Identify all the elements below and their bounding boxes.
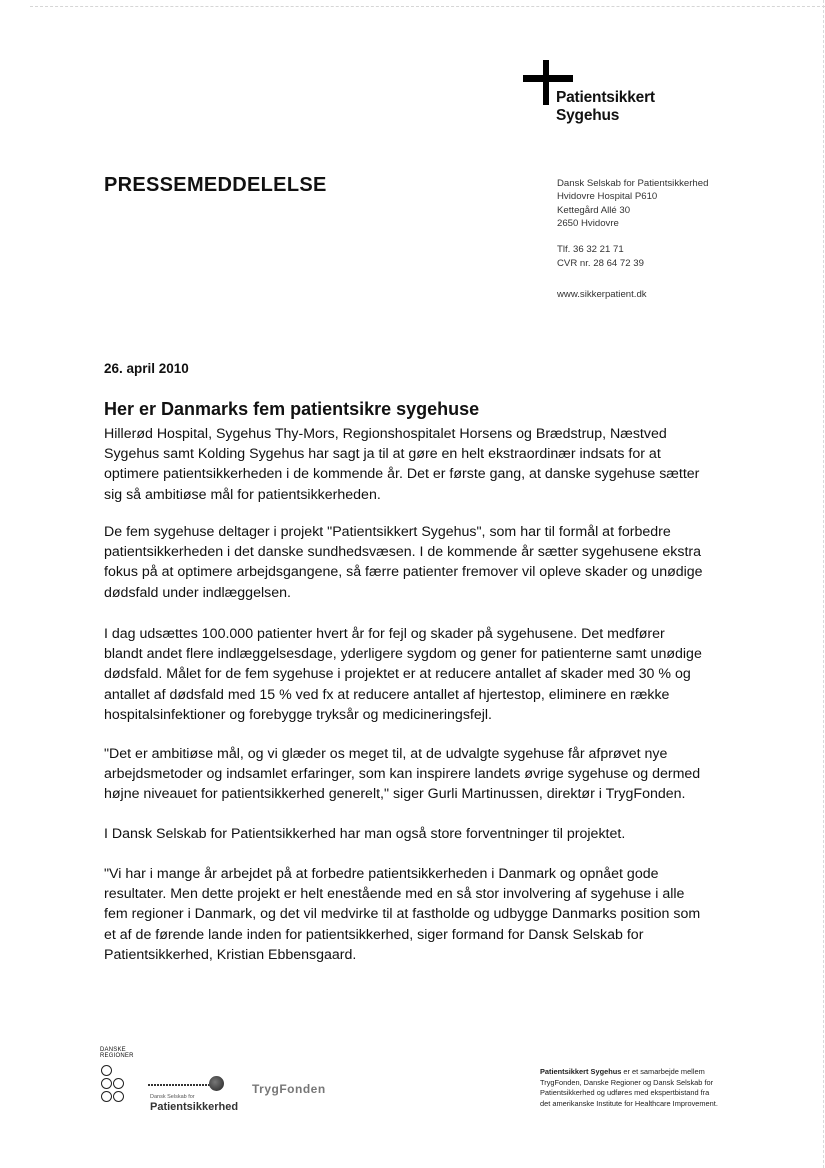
- trygfonden-logo: TrygFonden: [252, 1082, 326, 1096]
- paragraph: [104, 744, 701, 805]
- text-line: arbejdsmetoder og indsamlet erfaringer, som kan inspirere landets øvrige sygehuse og dermed: [104, 766, 701, 783]
- text-line: Patientsikkerhed, Kristian Ebbensgaard.: [104, 946, 357, 963]
- text-line: optimere patientsikkerheden i de kommende år. Det er første gang, at danske sygehuse sætter: [104, 466, 700, 483]
- circle-icon: [101, 1091, 112, 1102]
- page-top-border: [30, 6, 825, 7]
- footer-note-line: [540, 1067, 718, 1078]
- circle-icon: [113, 1091, 124, 1102]
- danske-regioner-label-1: DANSKE: [100, 1047, 126, 1053]
- footer-note-line: TrygFonden, Danske Regioner og Dansk Selskab for: [540, 1077, 714, 1087]
- text-line: fem regioner i Danmark, og det vil medvirke til at fastholde og udbygge Danmarks position som: [104, 906, 701, 923]
- article-title: Her er Danmarks fem patientsikre sygehuse: [104, 399, 480, 419]
- text-line: patientsikkerheden i det danske sundhedsvæsen. I de kommende år sætter sygehusene ekstra: [104, 544, 702, 561]
- footer-note-text: er et samarbejde mellem: [621, 1067, 705, 1076]
- address-line: Kettegård Allé 30: [557, 204, 631, 216]
- contact-numbers: [557, 243, 644, 270]
- text-line: De fem sygehuse deltager i projekt "Patientsikkert Sygehus", som har til formål at forbedre: [104, 524, 671, 540]
- document-heading: PRESSEMEDDELELSE: [104, 174, 327, 196]
- text-line: dødsfald under indlæggelsen.: [104, 584, 291, 601]
- footer-note-bold: Patientsikkert Sygehus: [540, 1067, 622, 1076]
- text-line: "Vi har i mange år arbejdet på at forbedre patientsikkerheden i Danmark og opnået gode: [104, 866, 659, 882]
- text-line: dødsfald. Målet for de fem sygehuse i projektet er at reducere antallet af skader med 30 % og: [104, 666, 691, 683]
- address-line: Dansk Selskab for Patientsikkerhed: [557, 178, 709, 189]
- text-line: højne niveauet for patientsikkerhed generelt," siger Gurli Martinussen, direktør i TrygFonden.: [104, 786, 686, 803]
- text-line: resultater. Men dette projekt er helt enestående med en så stor involvering af sygehuse i alle: [104, 886, 685, 903]
- text-line: et af de førende lande inden for patientsikkerhed, siger formand for Dansk Selskab for: [104, 926, 644, 943]
- paragraph: [104, 624, 702, 725]
- circle-icon: [101, 1065, 112, 1076]
- text-line: Sygehus samt Kolding Sygehus har sagt ja til at gøre en helt ekstraordinær indsats for at: [104, 446, 661, 463]
- cross-icon-bar: [523, 75, 573, 82]
- cross-icon: [543, 60, 549, 105]
- text-line: I Dansk Selskab for Patientsikkerhed har man også store forventninger til projektet.: [104, 826, 626, 842]
- text-line: I dag udsættes 100.000 patienter hvert år for fejl og skader på sygehusene. Det medfører: [104, 626, 665, 642]
- circle-icon: [101, 1078, 112, 1089]
- paragraph: [104, 424, 700, 505]
- text-line: sig så ambitiøse mål for patientsikkerheden.: [104, 486, 381, 503]
- footer-note-line: det amerikanske Institute for Healthcare Improvement.: [540, 1098, 718, 1108]
- paragraph: [104, 824, 694, 844]
- website-link: www.sikkerpatient.dk: [557, 289, 647, 300]
- logo-text-line2: Sygehus: [556, 107, 620, 124]
- text-line: antallet af dødsfald med 15 % ved fx at reducere antallet af hjertestop, eliminere en række: [104, 686, 670, 703]
- sender-address: [557, 177, 708, 230]
- logo-text-line1: Patientsikkert: [556, 89, 655, 106]
- danske-regioner-label-2: REGIONER: [100, 1053, 134, 1059]
- press-date: 26. april 2010: [104, 361, 189, 376]
- paragraph: [104, 522, 703, 603]
- footer-note: [540, 1067, 718, 1109]
- patientsikkert-sygehus-logo: [523, 60, 683, 130]
- text-line: hospitalsinfektioner og forebygge tryksår og medicineringsfejl.: [104, 706, 492, 723]
- circle-icon: [113, 1078, 124, 1089]
- text-line: "Det er ambitiøse mål, og vi glæder os meget til, at de udvalgte sygehuse får afprøvet nye: [104, 746, 668, 762]
- text-line: blandt andet flere indlæggelsesdage, yderligere sygdom og gener for patienterne samt unødige: [104, 646, 702, 663]
- text-line: fokus på at optimere arbejdsgangene, så færre patienter fremover vil opleve skader og unødige: [104, 564, 703, 581]
- address-line: Hvidovre Hospital P610: [557, 191, 658, 203]
- dsp-small-text: Dansk Selskab for: [150, 1094, 195, 1100]
- cvr-number: CVR nr. 28 64 72 39: [557, 257, 644, 269]
- text-line: Hillerød Hospital, Sygehus Thy-Mors, Regionshospitalet Horsens og Brædstrup, Næstved: [104, 426, 667, 442]
- page-right-border: [823, 0, 824, 1168]
- footer-note-line: Patientsikkerhed og udføres med ekspertbistand fra: [540, 1088, 710, 1098]
- danske-regioner-logo: [100, 1047, 136, 1059]
- phone-number: Tlf. 36 32 21 71: [557, 244, 624, 255]
- globe-icon: [209, 1076, 224, 1091]
- logo-bar: [148, 1084, 210, 1086]
- address-line: 2650 Hvidovre: [557, 217, 619, 229]
- dsp-name: Patientsikkerhed: [150, 1101, 239, 1113]
- paragraph: [104, 864, 701, 965]
